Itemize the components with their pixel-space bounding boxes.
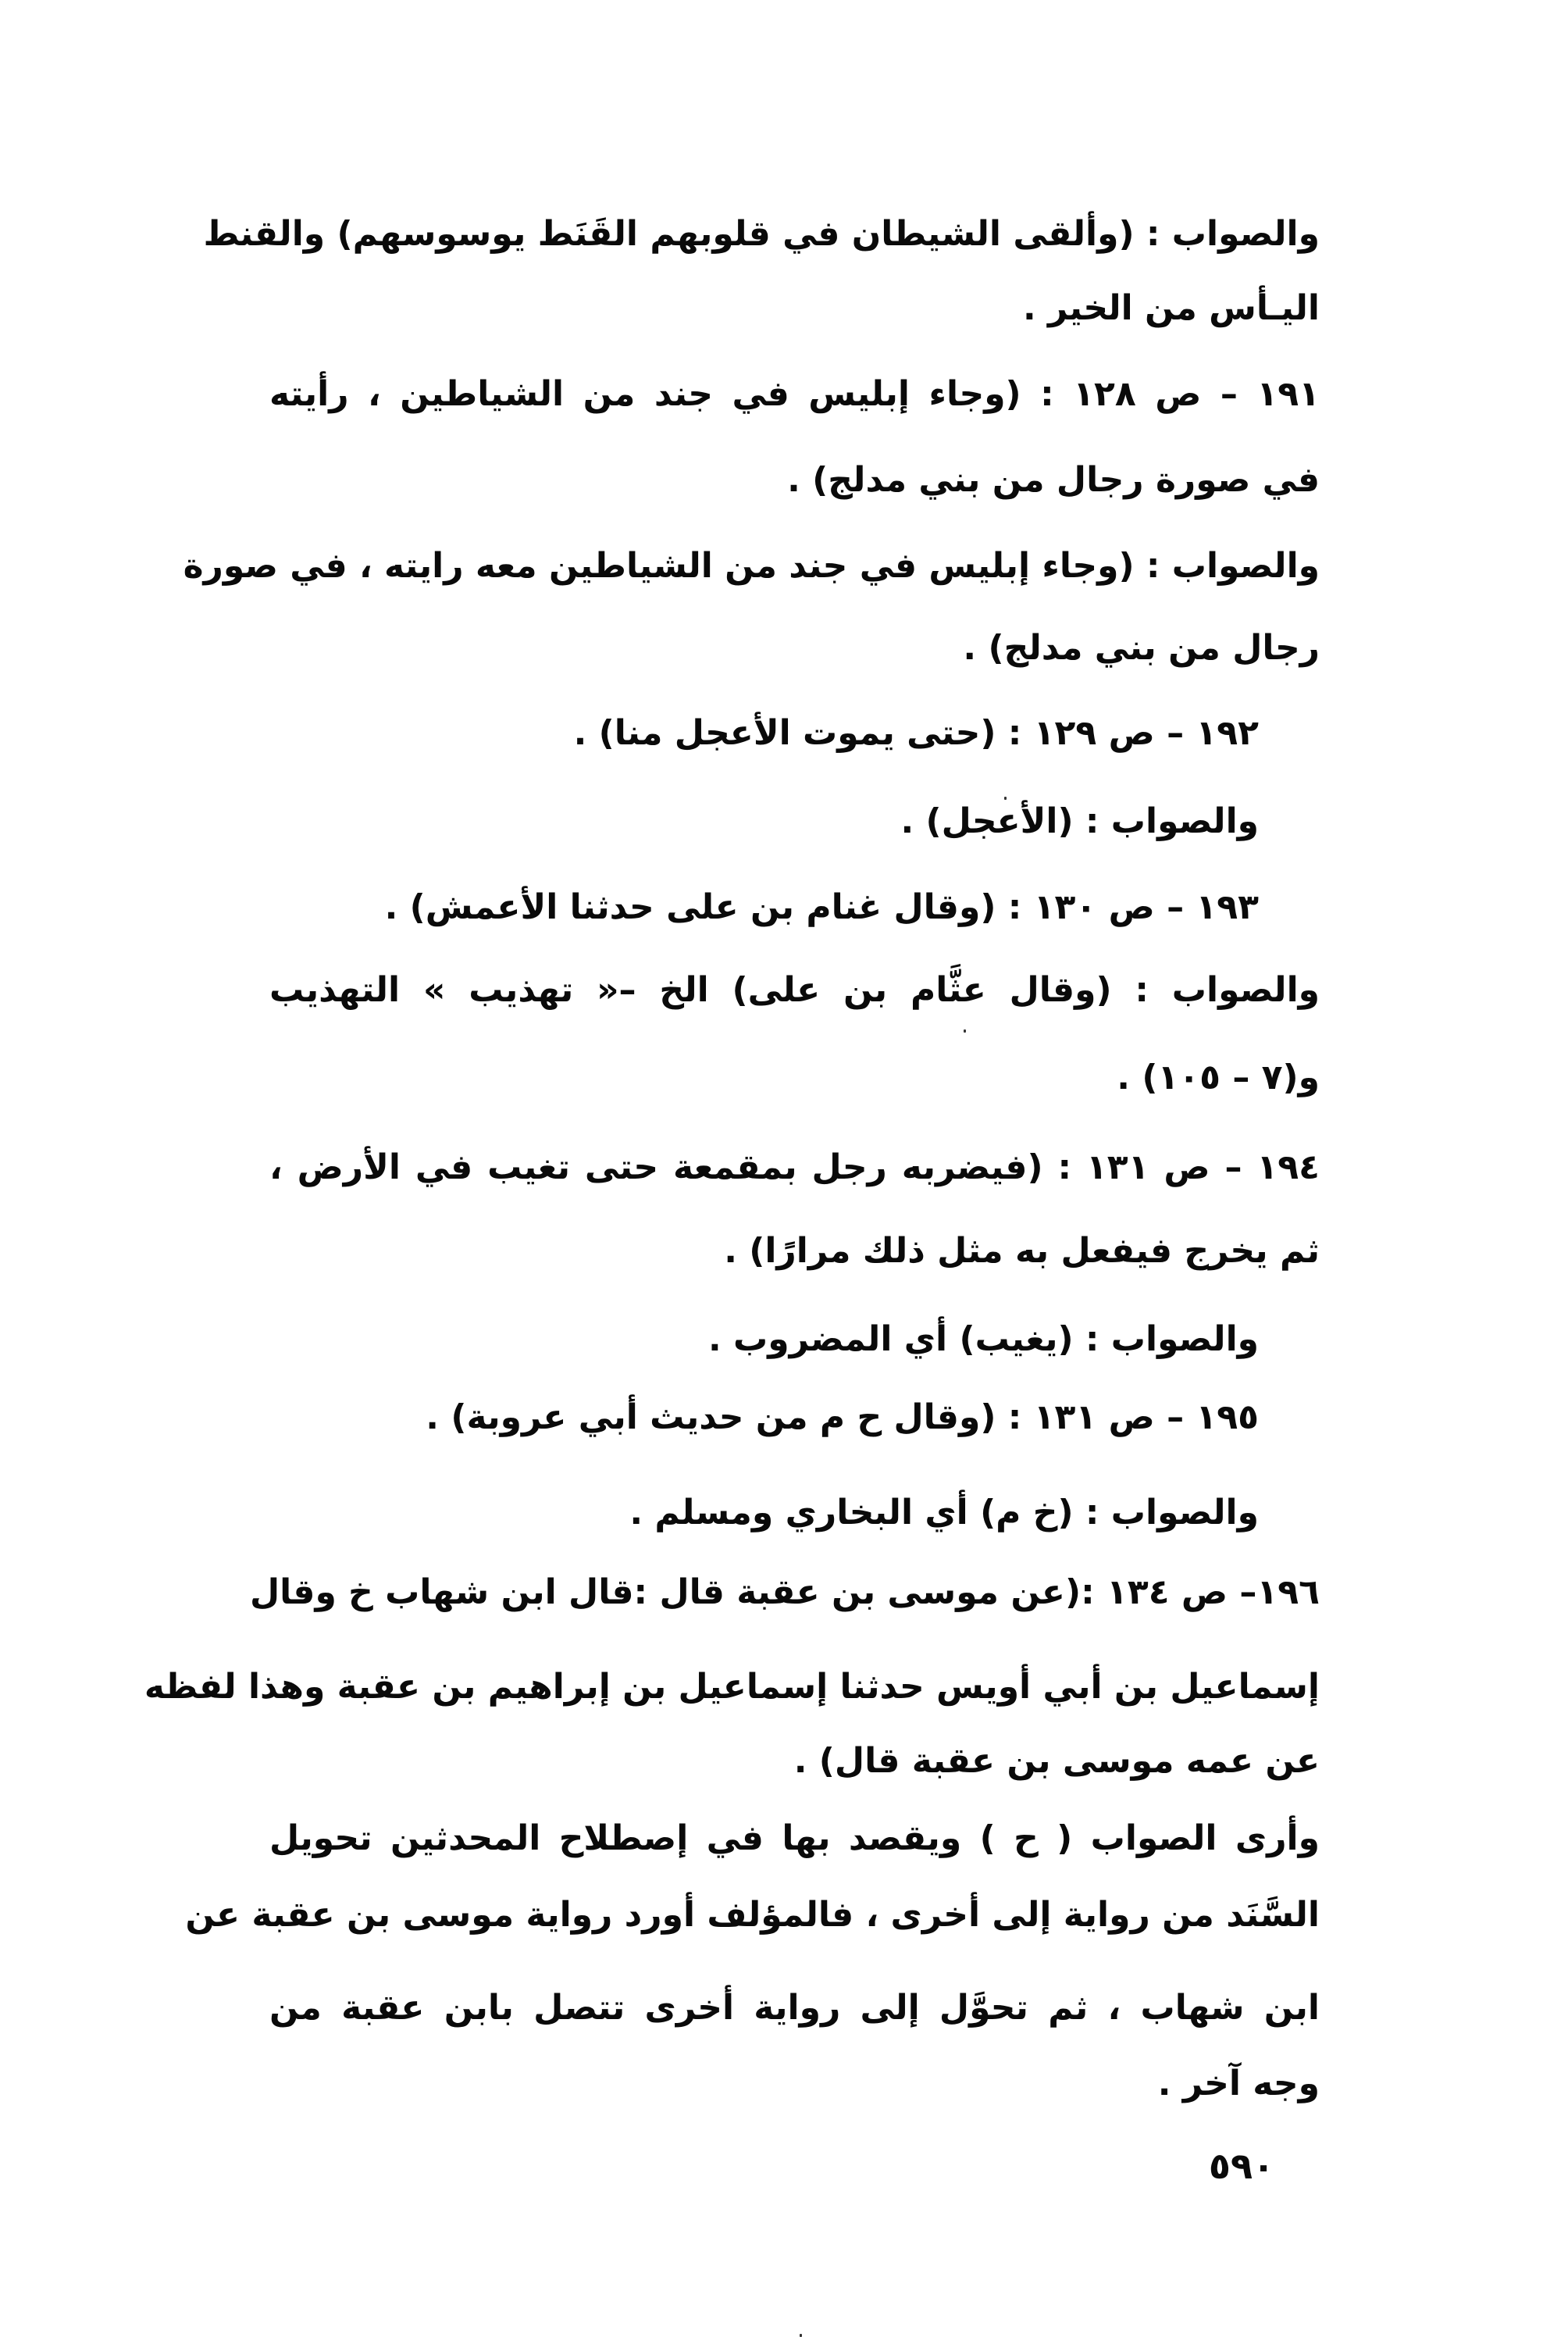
- scan-speck: [1004, 797, 1007, 800]
- entry-192: ١٩٢ – ص ١٢٩ : (حتى يموت الأعجل منا) .: [573, 713, 1259, 753]
- correction-191-line-2: رجال من بني مدلج) .: [963, 628, 1320, 668]
- page-number: ٥٩٠: [1208, 2145, 1275, 2187]
- entry-195: ١٩٥ – ص ١٣١ : (وقال ح م من حديث أبي عروبة) .: [426, 1397, 1259, 1437]
- text-line-1: والصواب : (وألقى الشيطان في قلوبهم القَنَط يوسوسهم) والقنط: [203, 214, 1320, 254]
- scan-speck: [964, 1029, 966, 1033]
- correction-195: والصواب : (خ م) أي البخاري ومسلم .: [629, 1493, 1259, 1532]
- correction-196-line-3: ابن شهاب ، ثم تحوَّل إلى رواية أخرى تتصل بابن عقبة من: [269, 1988, 1320, 2028]
- correction-191-line-1: والصواب : (وجاء إبليس في جند من الشياطين معه رايته ، في صورة: [183, 546, 1320, 586]
- scan-speck: [800, 2334, 802, 2337]
- entry-191-line-2: في صورة رجال من بني مدلج) .: [787, 460, 1320, 500]
- entry-196-line-3: عن عمه موسى بن عقبة قال) .: [793, 1741, 1320, 1781]
- entry-196-line-1: ١٩٦– ص ١٣٤ :(عن موسى بن عقبة قال :قال ابن شهاب خ وقال: [249, 1572, 1320, 1612]
- correction-196-line-4: وجه آخر .: [1157, 2064, 1320, 2103]
- entry-196-line-2: إسماعيل بن أبي أويس حدثنا إسماعيل بن إبراهيم بن عقبة وهذا لفظه: [144, 1667, 1320, 1707]
- entry-193: ١٩٣ – ص ١٣٠ : (وقال غنام بن على حدثنا الأعمش) .: [384, 887, 1259, 927]
- text-line-2: اليـأس من الخير .: [1023, 288, 1320, 328]
- correction-194: والصواب : (يغيب) أي المضروب .: [707, 1319, 1259, 1359]
- correction-193-line-1: والصواب : (وقال عثَّام بن على) الخ –« تهذيب » التهذيب: [269, 970, 1320, 1010]
- entry-194-line-2: ثم يخرج فيفعل به مثل ذلك مرارًا) .: [724, 1231, 1320, 1271]
- correction-192: والصواب : (الأعجل) .: [900, 801, 1259, 841]
- correction-196-line-2: السَّنَد من رواية إلى أخرى ، فالمؤلف أورد رواية موسى بن عقبة عن: [185, 1895, 1320, 1935]
- entry-194-line-1: ١٩٤ – ص ١٣١ : (فيضربه رجل بمقمعة حتى تغيب في الأرض ،: [269, 1147, 1320, 1187]
- entry-191-line-1: ١٩١ – ص ١٢٨ : (وجاء إبليس في جند من الشياطين ، رأيته: [269, 374, 1320, 414]
- correction-193-line-2: و(٧ – ١٠٥) .: [1117, 1058, 1320, 1097]
- correction-196-line-1: وأرى الصواب ( ح ) ويقصد بها في إصطلاح المحدثين تحويل: [269, 1818, 1320, 1858]
